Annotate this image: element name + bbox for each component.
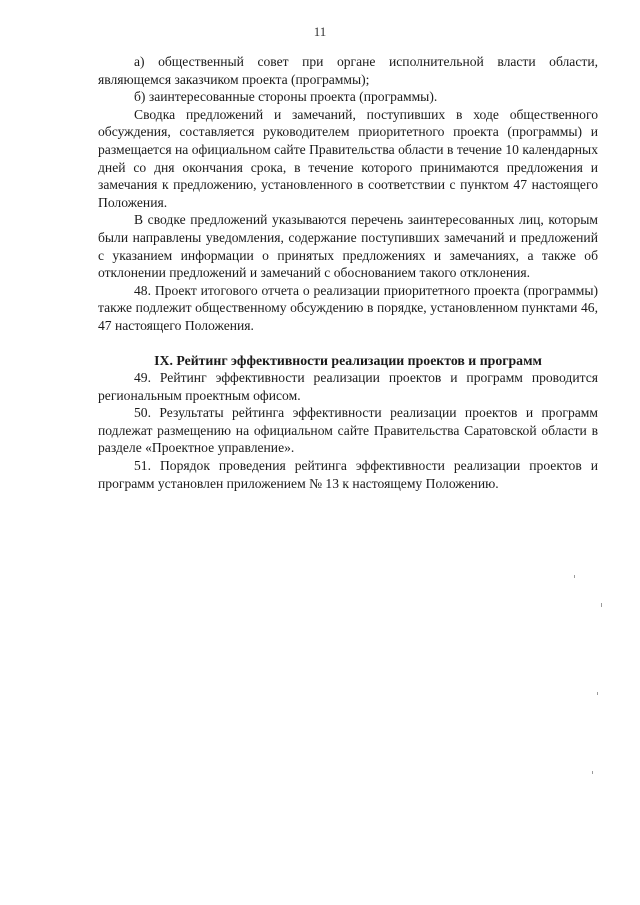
scan-speck	[601, 603, 602, 607]
paragraph-public-council: а) общественный совет при органе исполнительной власти области, являющемся заказчиком проекта (программы);	[98, 54, 598, 87]
paragraph-item-48: 48. Проект итогового отчета о реализации приоритетного проекта (программы) также подлежит общественному обсуждению в порядке, установленном пунктами 46, 47 настоящего Положения.	[98, 282, 598, 333]
page-number: 11	[313, 24, 327, 39]
paragraph-item-49: 49. Рейтинг эффективности реализации проектов и программ проводится региональным проектным офисом.	[98, 370, 598, 403]
paragraph-item-51: 51. Порядок проведения рейтинга эффективности реализации проектов и программ установлен приложением № 13 к настоящему Положению.	[98, 458, 598, 491]
section-spacer	[98, 335, 598, 352]
scan-speck	[574, 575, 575, 578]
paragraph-proposals-summary: Сводка предложений и замечаний, поступивших в ходе общественного обсуждения, составляется руководителем приоритетного проекта (программы) и размещается на официальном сайте Правительства области в течение 10 календарных дней со дня окончания срока, в течение которого принимаются предложения и замечания к предложению, установленного в соответствии с пунктом 47 настоящего Положения.	[98, 106, 598, 210]
scan-speck	[597, 692, 598, 695]
document-body	[98, 53, 598, 492]
scan-speck	[592, 771, 593, 774]
paragraph-item-50: 50. Результаты рейтинга эффективности реализации проектов и программ подлежат размещению на официальном сайте Правительства Саратовской области в разделе «Проектное управление».	[98, 405, 598, 456]
paragraph-stakeholders: б) заинтересованные стороны проекта (программы).	[134, 89, 438, 105]
section-heading: IX. Рейтинг эффективности реализации проектов и программ	[154, 352, 542, 368]
paragraph-summary-contents: В сводке предложений указываются перечень заинтересованных лиц, которым были направлены уведомления, содержание поступивших замечаний и предложений с указанием информации о принятых предложениях и замечаниях, а также об отклонении предложений и замечаний с обоснованием такого отклонения.	[98, 212, 598, 281]
